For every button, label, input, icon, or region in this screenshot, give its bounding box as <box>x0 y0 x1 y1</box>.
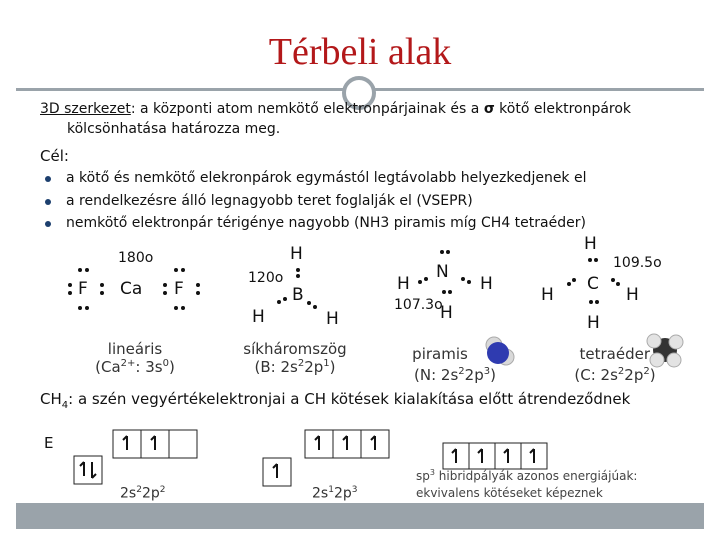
tetra-atom-h-right: H <box>626 285 639 305</box>
tetra-name: tetraéder <box>579 345 650 363</box>
trigonal-atom-b: B <box>292 285 304 305</box>
trigonal-config: (B: $2s^22p^1$) <box>254 358 336 376</box>
linear-atom-f-right: F <box>174 279 184 299</box>
tetra-atom-h-left: H <box>541 285 554 305</box>
pyramid-config: (N: $2s^22p^3$) <box>414 366 496 384</box>
linear-atom-f-left: F <box>78 279 88 299</box>
trigonal-atom-h-top: H <box>290 244 303 264</box>
tetra-angle: 109.5o <box>613 255 662 271</box>
tetra-atom-c: C <box>587 274 599 294</box>
ground-config: $2s^22p^2$ <box>120 485 166 502</box>
trigonal-name: síkháromszög <box>243 340 347 358</box>
pyramid-name: piramis <box>412 345 468 363</box>
intro-term: 3D szerkezet <box>40 101 131 117</box>
tetra-config: (C: $2s^22p^2$) <box>574 366 656 384</box>
pyramid-atom-h-right: H <box>480 274 493 294</box>
linear-atom-ca: Ca <box>120 279 143 299</box>
goal-item-3: nemkötő elektronpár térigénye nagyobb (NH3 piramis míg CH4 tetraéder) <box>66 215 586 231</box>
tetra-atom-h-bottom: H <box>587 313 600 333</box>
pyramid-atom-h-left: H <box>397 274 410 294</box>
intro-line-2: kölcsönhatása határozza meg. <box>67 121 281 137</box>
footer-bar <box>16 503 704 529</box>
goal-label: Cél: <box>40 147 69 165</box>
intro-text-b: kötő elektronpárok <box>499 101 632 117</box>
pyramid-atom-h-bottom: H <box>440 303 453 323</box>
trigonal-atom-h-right: H <box>326 309 339 329</box>
page-title: Térbeli alak <box>268 31 452 73</box>
linear-name: lineáris <box>107 340 163 358</box>
energy-axis-label: E <box>44 434 54 452</box>
tetra-atom-h-top: H <box>584 234 597 254</box>
goal-item-2: a rendelkezésre álló legnagyobb teret foglalják el (VSEPR) <box>66 193 473 209</box>
trigonal-angle: 120o <box>248 270 284 286</box>
linear-config: ($Ca^{2+}$: $3s^0$) <box>95 358 175 376</box>
ch4-note: $CH_4$: a szén vegyértékelektronjai a CH kötések kialakítása előtt átrendeződnek <box>40 390 631 411</box>
sigma-symbol: σ <box>483 101 495 117</box>
goal-item-1: a kötő és nemkötő elekronpárok egymástól legtávolabb helyezkedjenek el <box>66 170 587 186</box>
intro-text-a: : a központi atom nemkötő elektronpárjainak és a <box>130 101 480 117</box>
hybrid-note-2: ekvivalens kötéseket képeznek <box>416 486 603 500</box>
pyramid-angle: 107.3o <box>394 297 443 313</box>
pyramid-atom-n: N <box>436 262 449 282</box>
hybrid-note-1: $sp^3$ hibridpályák azonos energiájúak: <box>416 468 638 483</box>
trigonal-atom-h-left: H <box>252 307 265 327</box>
excited-config: $2s^12p^3$ <box>312 485 358 502</box>
linear-angle: 180o <box>118 250 154 266</box>
